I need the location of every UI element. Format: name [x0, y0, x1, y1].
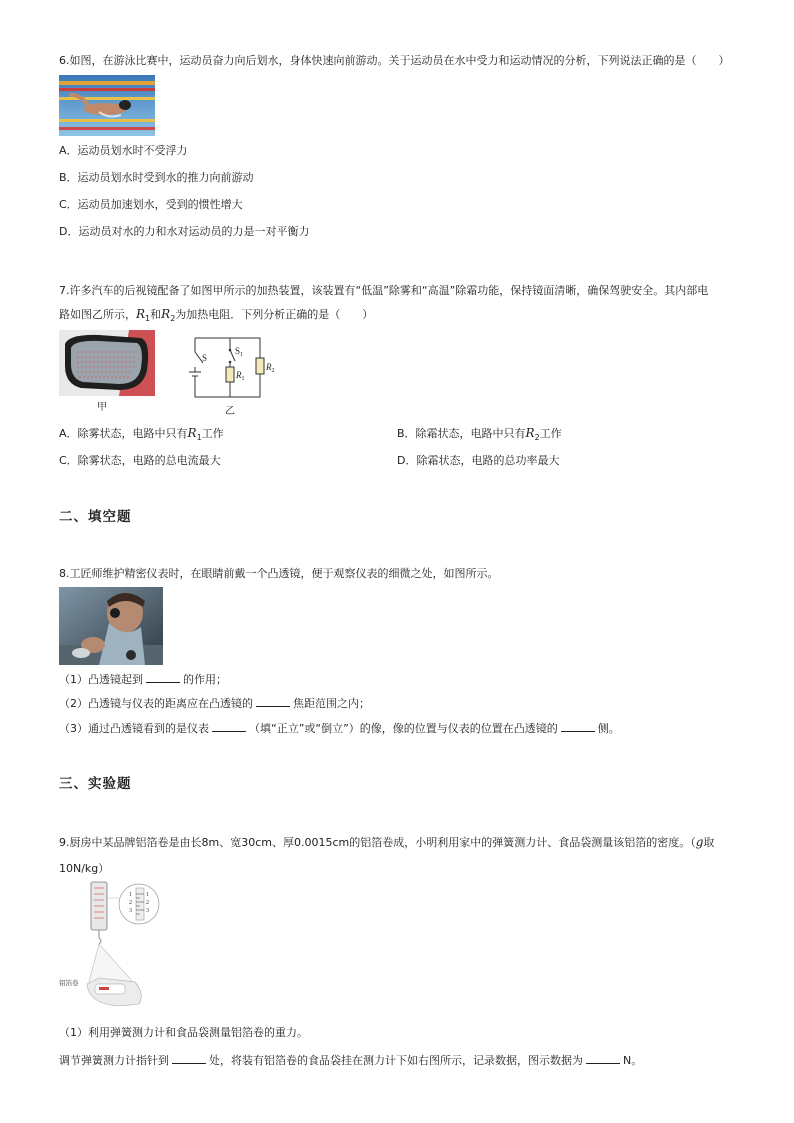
circuit-diagram [180, 330, 280, 400]
q6-option-d: D．运动员对水的力和水对运动员的力是一对平衡力 [59, 225, 310, 238]
q8-blank-3[interactable] [212, 720, 246, 732]
scale-num-2: 2 [129, 900, 132, 906]
foil-roll-label: 铝箔卷 [59, 980, 79, 987]
fig-jia-label: 甲 [97, 402, 107, 413]
q9-blank-1[interactable] [172, 1052, 206, 1064]
q7-option-b: B．除霜状态，电路中只有$R_2$工作 [397, 426, 562, 443]
q8-stem: 8.工匠师维护精密仪表时，在眼睛前戴一个凸透镜，便于观察仪表的细微之处，如图所示。 [59, 567, 499, 580]
q8-part3: （3）通过凸透镜看到的是仪表 （填“正立”或“倒立”）的像，像的位置与仪表的位置在凸透镜的 侧。 [59, 722, 620, 735]
switch-s1-label: $S_1$ [235, 346, 244, 358]
q8-blank-4[interactable] [561, 720, 595, 732]
q9-part1: （1）利用弹簧测力计和食品袋测量铝箔卷的重力。 [59, 1026, 308, 1039]
q8-blank-2[interactable] [256, 695, 290, 707]
q9-stem: 9.厨房中某品牌铝箔卷是由长8m、宽30cm、厚0.0015cm的铝箔卷成，小明利用家中的弹簧测力计、食品袋测量该铝箔的密度。（g取10N/kg） [59, 835, 715, 875]
scale-num-1: 1 [129, 892, 132, 898]
q9-part1-line2: 调节弹簧测力计指针到 处，将装有铝箔卷的食品袋挂在测力计下如右图所示，记录数据，图示数据为 N。 [59, 1054, 643, 1067]
q6-option-a: A．运动员划水时不受浮力 [59, 144, 188, 157]
mirror-photo [59, 330, 155, 396]
fig-yi-label: 乙 [225, 406, 235, 417]
q6-option-c: C．运动员加速划水，受到的惯性增大 [59, 198, 243, 211]
q7-option-d: D．除霜状态，电路的总功率最大 [397, 454, 560, 467]
q6-stem: 6.如图，在游泳比赛中，运动员奋力向后划水，身体快速向前游动。关于运动员在水中受力和运动情况的分析，下列说法正确的是（ ） [59, 54, 730, 67]
q9-blank-2[interactable] [586, 1052, 620, 1064]
resistor-r2-label: $R_2$ [266, 362, 275, 374]
craftsman-photo [59, 587, 163, 665]
section-title-fill-blank: 二、填空题 [59, 509, 132, 525]
q7-stem-line2: 路如图乙所示，$R_1$和$R_2$为加热电阻．下列分析正确的是（ ） [59, 307, 374, 324]
q6-option-b: B．运动员划水时受到水的推力向前游动 [59, 171, 254, 184]
section-title-experiment: 三、实验题 [59, 776, 132, 792]
scale-num-3: 3 [129, 908, 132, 914]
switch-s-label: S [202, 353, 208, 363]
q7-option-a: A．除雾状态，电路中只有$R_1$工作 [59, 426, 224, 443]
q8-part1: （1）凸透镜起到 的作用； [59, 673, 227, 686]
scale-num-1r: 1 [146, 892, 149, 898]
spring-scale-figure [59, 878, 169, 1020]
q8-blank-1[interactable] [146, 671, 180, 683]
q8-part2: （2）凸透镜与仪表的距离应在凸透镜的 焦距范围之内； [59, 697, 370, 710]
resistor-r1-label: $R_1$ [236, 370, 245, 382]
swimmer-photo [59, 75, 155, 136]
scale-num-3r: 3 [146, 908, 149, 914]
scale-num-2r: 2 [146, 900, 149, 906]
q7-option-c: C．除雾状态，电路的总电流最大 [59, 454, 221, 467]
q7-stem-line1: 7.许多汽车的后视镜配备了如图甲所示的加热装置，该装置有“低温”除雾和“高温”除霜功能，保持镜面清晰，确保驾驶安全。其内部电 [59, 284, 709, 297]
